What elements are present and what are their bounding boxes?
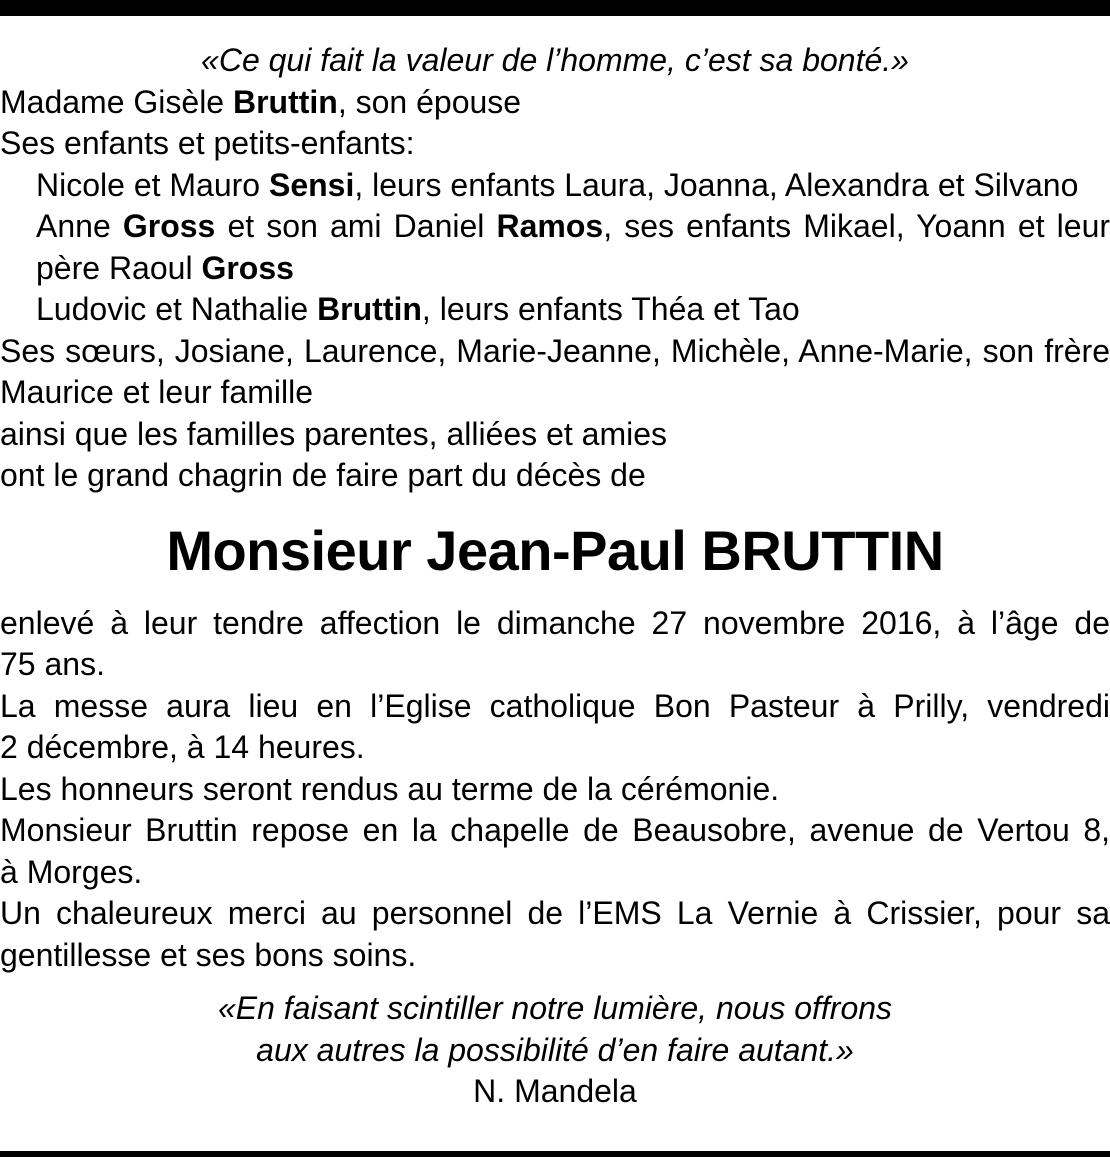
announce-line: ont le grand chagrin de faire part du décès de bbox=[0, 457, 646, 493]
death-line-2: 75 ans. bbox=[0, 646, 105, 682]
opening-quote: «Ce qui fait la valeur de l’homme, c’est sa bonté.» bbox=[201, 42, 909, 78]
wife-surname: Bruttin bbox=[232, 83, 338, 120]
rest-line: Monsieur Bruttin repose en la chapelle de Beausobre, avenue de Vertou 8, bbox=[0, 812, 1110, 848]
mass-line-2: 2 décembre, à 14 heures. bbox=[0, 729, 365, 765]
wife-line bbox=[0, 82, 1110, 124]
child2-post: , ses enfants Mikael, Yoann et leur bbox=[603, 208, 1110, 244]
child2-line bbox=[0, 206, 1110, 248]
closing-quote-line-2: aux autres la possibilité d’en faire autant.» bbox=[256, 1031, 854, 1068]
child2-father-surname: Gross bbox=[201, 249, 294, 286]
closing-quote-line-1: «En faisant scintiller notre lumière, nous offrons bbox=[217, 990, 893, 1026]
families-line: ainsi que les familles parentes, alliées et amies bbox=[0, 415, 667, 452]
children-intro: Ses enfants et petits-enfants: bbox=[0, 125, 415, 161]
closing-quote bbox=[0, 988, 1110, 1113]
wife-line-pre: Madame Gisèle bbox=[0, 83, 233, 120]
thanks-line: Un chaleureux merci au personnel de l’EMS La Vernie à Crissier, pour sa bbox=[0, 895, 1110, 931]
child3-pre: Ludovic et Nathalie bbox=[36, 291, 318, 327]
honors-line: Les honneurs seront rendus au terme de la cérémonie. bbox=[0, 770, 780, 807]
child3-surname: Bruttin bbox=[317, 291, 422, 327]
top-rule bbox=[0, 0, 1110, 16]
thanks-line-2: gentillesse et ses bons soins. bbox=[0, 936, 417, 973]
child1-surname: Sensi bbox=[268, 166, 355, 203]
child2-line2-pre: père Raoul bbox=[36, 249, 202, 286]
siblings-line: Ses sœurs, Josiane, Laurence, Marie-Jeanne, Michèle, Anne-Marie, son frère bbox=[0, 332, 1110, 369]
child1-pre: Nicole et Mauro bbox=[36, 166, 269, 203]
wife-line-post: , son épouse bbox=[337, 83, 522, 120]
siblings-line-2: Maurice et leur famille bbox=[0, 374, 313, 410]
mass-line: La messe aura lieu en l’Eglise catholique Bon Pasteur à Prilly, vendredi bbox=[0, 687, 1110, 724]
child2-surname: Gross bbox=[122, 208, 216, 244]
bottom-rule bbox=[0, 1151, 1110, 1157]
child2-line-2 bbox=[0, 248, 1110, 290]
child3-line bbox=[0, 289, 1110, 331]
child1-post: , leurs enfants Laura, Joanna, Alexandra et Silvano bbox=[354, 166, 1079, 203]
child3-post: , leurs enfants Théa et Tao bbox=[421, 291, 800, 327]
deceased-name: Monsieur Jean-Paul BRUTTIN bbox=[166, 518, 944, 582]
child1-line bbox=[0, 165, 1110, 207]
child2-mid: et son ami Daniel bbox=[215, 208, 497, 244]
child2-partner-surname: Ramos bbox=[496, 208, 604, 244]
death-line: enlevé à leur tendre affection le dimanche 27 novembre 2016, à l’âge de bbox=[0, 604, 1110, 641]
child2-pre: Anne bbox=[36, 208, 123, 244]
quote-author: N. Mandela bbox=[473, 1073, 637, 1109]
notice-body bbox=[0, 40, 1110, 1113]
rest-line-2: à Morges. bbox=[0, 853, 143, 890]
